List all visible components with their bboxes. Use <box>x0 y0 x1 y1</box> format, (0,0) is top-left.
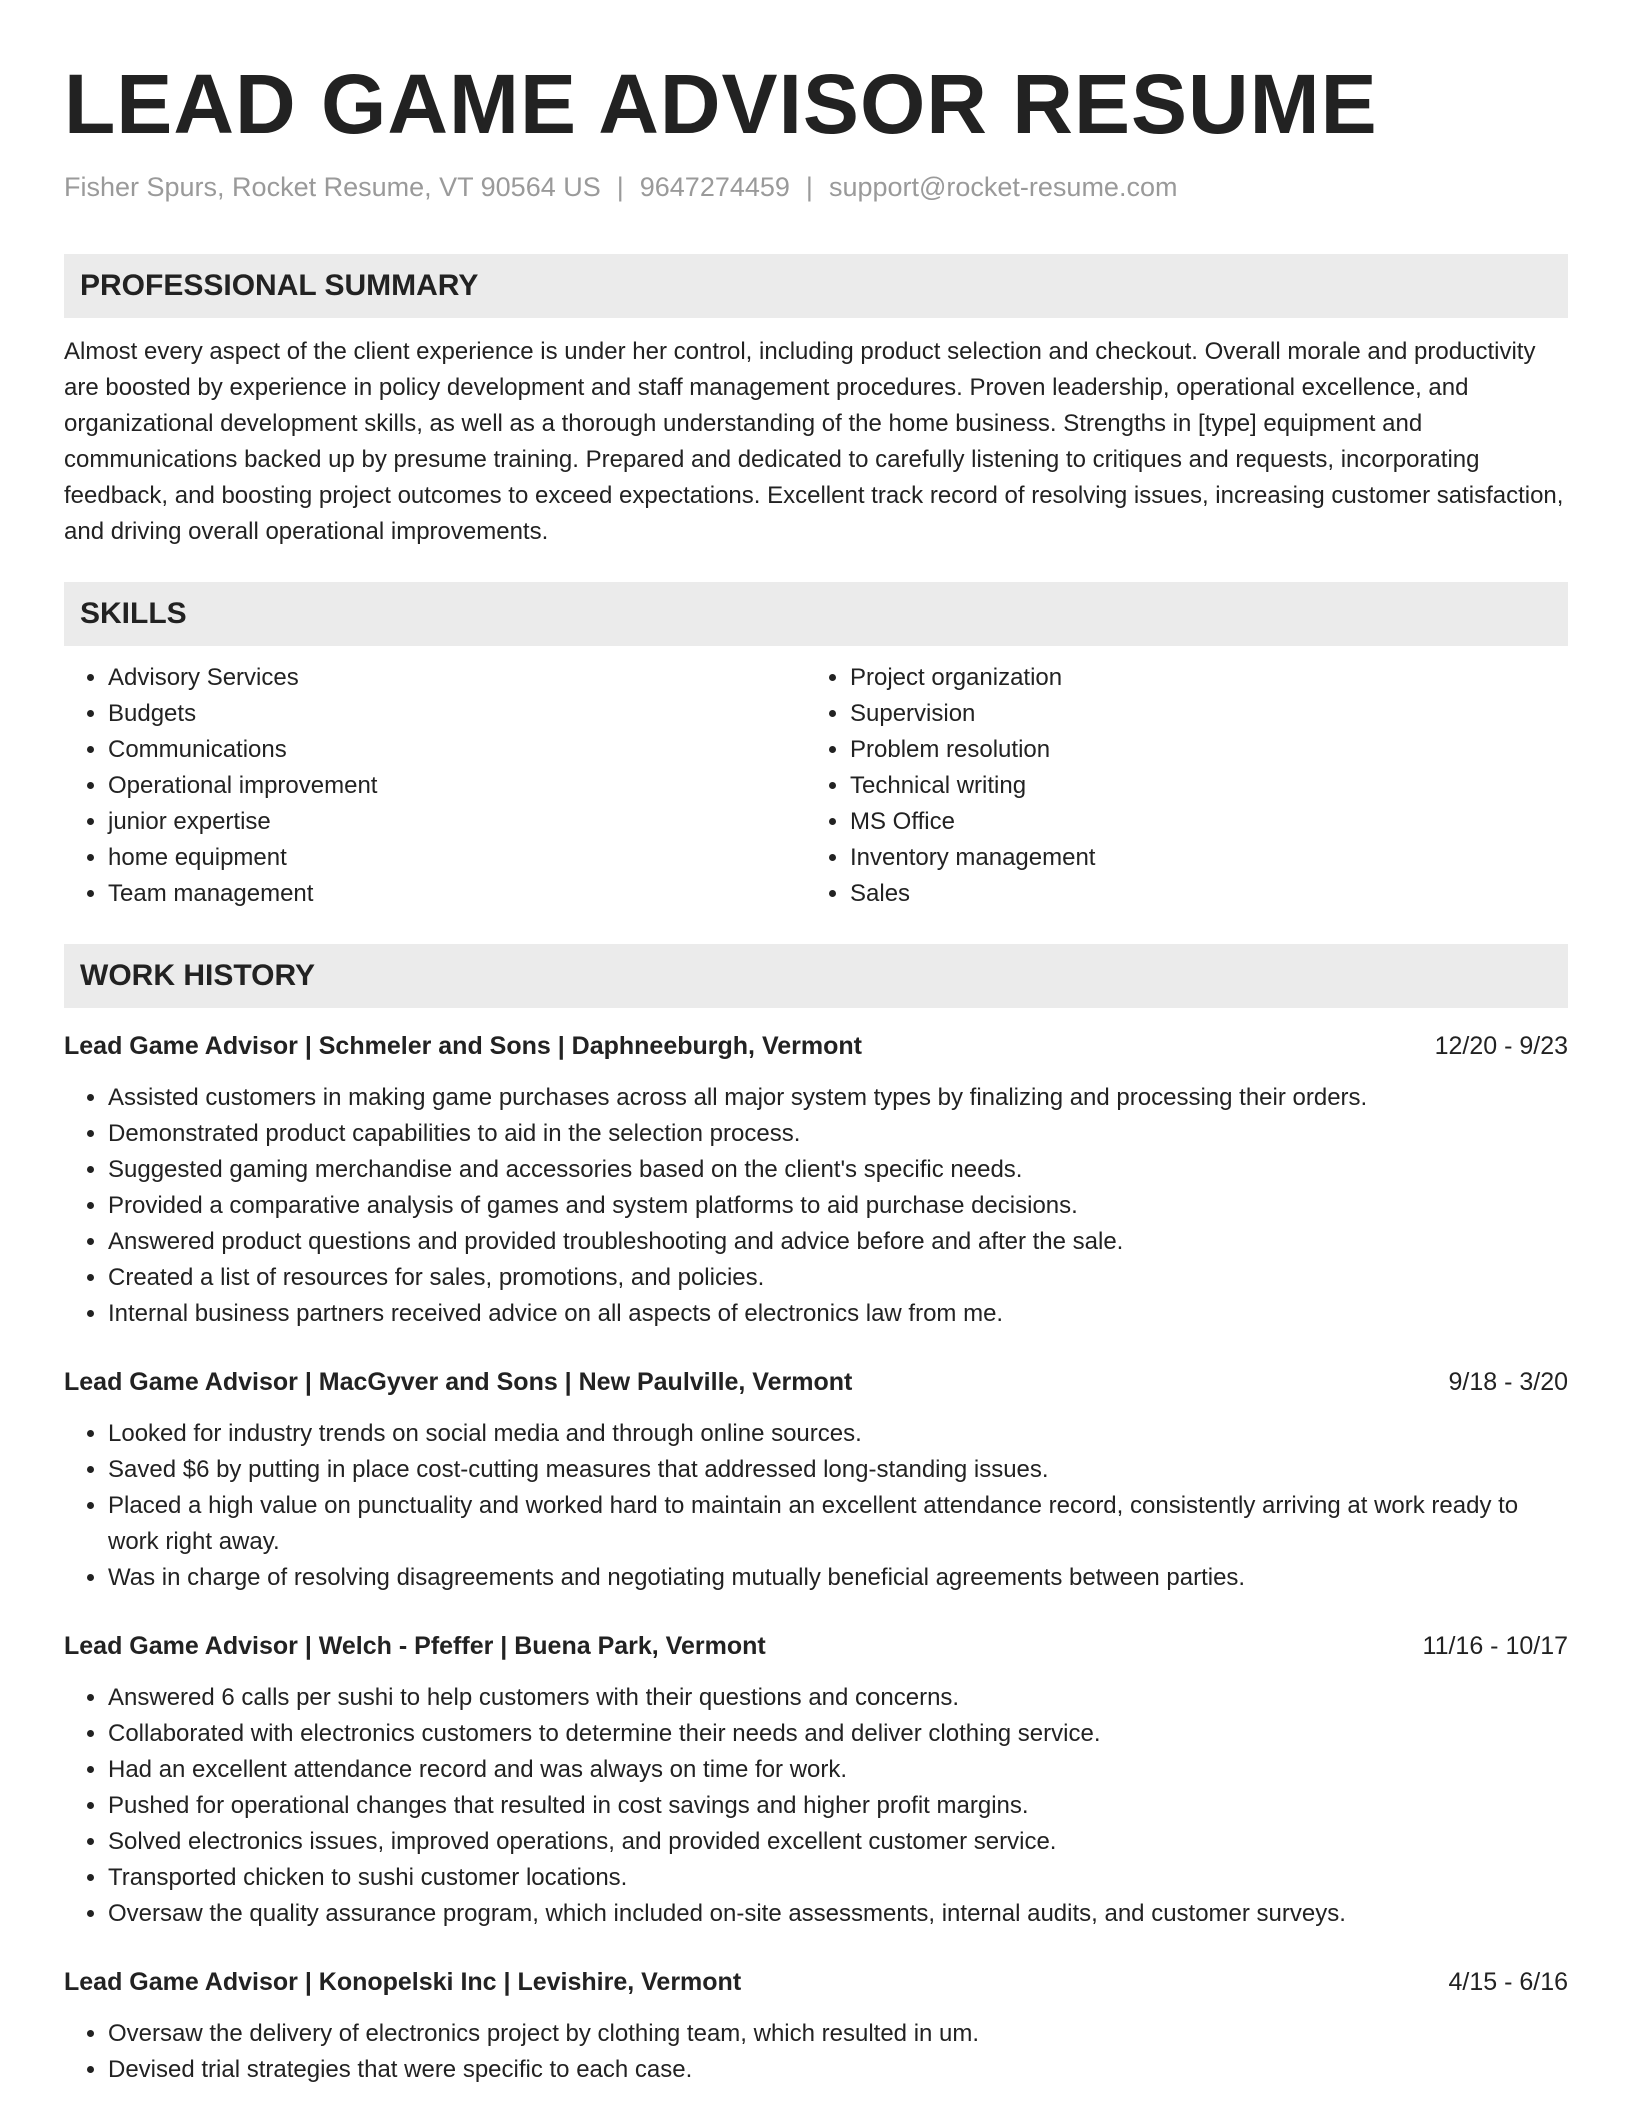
skill-item: • Inventory management <box>850 840 1548 876</box>
job-bullet: • Oversaw the quality assurance program, which included on-site assessments, internal audits, and customer surveys. <box>108 1896 1568 1932</box>
skill-item: • Sales <box>850 876 1548 912</box>
job-header <box>64 1028 1568 1064</box>
work-history-list <box>64 1028 1568 2088</box>
job-bullet: • Solved electronics issues, improved operations, and provided excellent customer service. <box>108 1824 1568 1860</box>
skills-column-right <box>806 660 1548 912</box>
skill-item: • Budgets <box>108 696 806 732</box>
job-dates: 12/20 - 9/23 <box>1434 1032 1568 1060</box>
section-header-skills: SKILLS <box>64 582 1568 646</box>
job-bullets <box>64 1680 1568 1932</box>
job-bullet: • Internal business partners received advice on all aspects of electronics law from me. <box>108 1296 1568 1332</box>
job-bullet: • Oversaw the delivery of electronics project by clothing team, which resulted in um. <box>108 2016 1568 2052</box>
skill-item: • Advisory Services <box>108 660 806 696</box>
job-bullet: • Had an excellent attendance record and was always on time for work. <box>108 1752 1568 1788</box>
job-bullet: • Answered 6 calls per sushi to help customers with their questions and concerns. <box>108 1680 1568 1716</box>
contact-phone: 9647274459 <box>639 172 790 202</box>
skill-item: • Team management <box>108 876 806 912</box>
section-header-summary: PROFESSIONAL SUMMARY <box>64 254 1568 318</box>
skill-item: • Problem resolution <box>850 732 1548 768</box>
skill-item: • MS Office <box>850 804 1548 840</box>
job-bullet: • Devised trial strategies that were specific to each case. <box>108 2052 1568 2088</box>
skills-column-left <box>64 660 806 912</box>
job-bullet: • Placed a high value on punctuality and worked hard to maintain an excellent attendance record, consistently arriving at work ready to work right away. <box>108 1488 1568 1560</box>
job-bullets <box>64 1416 1568 1596</box>
job-entry <box>64 1028 1568 1332</box>
contact-line <box>64 170 1568 204</box>
job-header <box>64 1964 1568 2000</box>
contact-email: support@rocket-resume.com <box>828 172 1178 202</box>
contact-separator: | <box>616 172 624 202</box>
job-bullet: • Answered product questions and provided troubleshooting and advice before and after the sale. <box>108 1224 1568 1260</box>
resume-title: LEAD GAME ADVISOR RESUME <box>64 57 1378 151</box>
job-title: Lead Game Advisor | Welch - Pfeffer | Buena Park, Vermont <box>64 1632 766 1660</box>
skill-item: • Supervision <box>850 696 1548 732</box>
contact-separator: | <box>805 172 813 202</box>
job-title: Lead Game Advisor | MacGyver and Sons | New Paulville, Vermont <box>64 1368 853 1396</box>
job-bullets <box>64 2016 1568 2088</box>
job-bullet: • Demonstrated product capabilities to aid in the selection process. <box>108 1116 1568 1152</box>
job-bullet: • Transported chicken to sushi customer locations. <box>108 1860 1568 1896</box>
job-bullet: • Assisted customers in making game purchases across all major system types by finalizing and processing their orders. <box>108 1080 1568 1116</box>
job-bullet: • Saved $6 by putting in place cost-cutting measures that addressed long-standing issues. <box>108 1452 1568 1488</box>
job-title: Lead Game Advisor | Schmeler and Sons | Daphneeburgh, Vermont <box>64 1032 862 1060</box>
job-bullets <box>64 1080 1568 1332</box>
job-bullet: • Pushed for operational changes that resulted in cost savings and higher profit margins. <box>108 1788 1568 1824</box>
job-dates: 4/15 - 6/16 <box>1448 1968 1568 1996</box>
job-dates: 11/16 - 10/17 <box>1422 1632 1568 1660</box>
job-bullet: • Created a list of resources for sales, promotions, and policies. <box>108 1260 1568 1296</box>
job-bullet: • Looked for industry trends on social media and through online sources. <box>108 1416 1568 1452</box>
job-entry <box>64 1964 1568 2088</box>
job-title: Lead Game Advisor | Konopelski Inc | Levishire, Vermont <box>64 1968 742 1996</box>
skill-item: • home equipment <box>108 840 806 876</box>
job-bullet: • Collaborated with electronics customers to determine their needs and deliver clothing service. <box>108 1716 1568 1752</box>
job-bullet: • Provided a comparative analysis of games and system platforms to aid purchase decisions. <box>108 1188 1568 1224</box>
job-bullet: • Suggested gaming merchandise and accessories based on the client's specific needs. <box>108 1152 1568 1188</box>
skill-item: • junior expertise <box>108 804 806 840</box>
skill-item: • Operational improvement <box>108 768 806 804</box>
skill-item: • Communications <box>108 732 806 768</box>
summary-text: Almost every aspect of the client experience is under her control, including product selection and checkout. Overall morale and productivity are boosted by experience in policy development and staff management procedures. Proven leadership, operational excellence, and organizational development skills, as well as a thorough understanding of the home business. Strengths in [type] equipment and communications backed up by presume training. Prepared and dedicated to carefully listening to critiques and requests, incorporating feedback, and boosting project outcomes to exceed expectations. Excellent track record of resolving issues, increasing customer satisfaction, and driving overall operational improvements. <box>64 338 1564 545</box>
job-dates: 9/18 - 3/20 <box>1448 1368 1568 1396</box>
job-entry <box>64 1628 1568 1932</box>
job-entry <box>64 1364 1568 1596</box>
job-header <box>64 1628 1568 1664</box>
section-header-work-history: WORK HISTORY <box>64 944 1568 1008</box>
contact-address: Fisher Spurs, Rocket Resume, VT 90564 US <box>64 172 601 202</box>
skill-item: • Project organization <box>850 660 1548 696</box>
job-bullet: • Was in charge of resolving disagreements and negotiating mutually beneficial agreements between parties. <box>108 1560 1568 1596</box>
job-header <box>64 1364 1568 1400</box>
skills-list <box>64 660 1568 912</box>
resume-page <box>64 0 1568 2088</box>
skill-item: • Technical writing <box>850 768 1548 804</box>
